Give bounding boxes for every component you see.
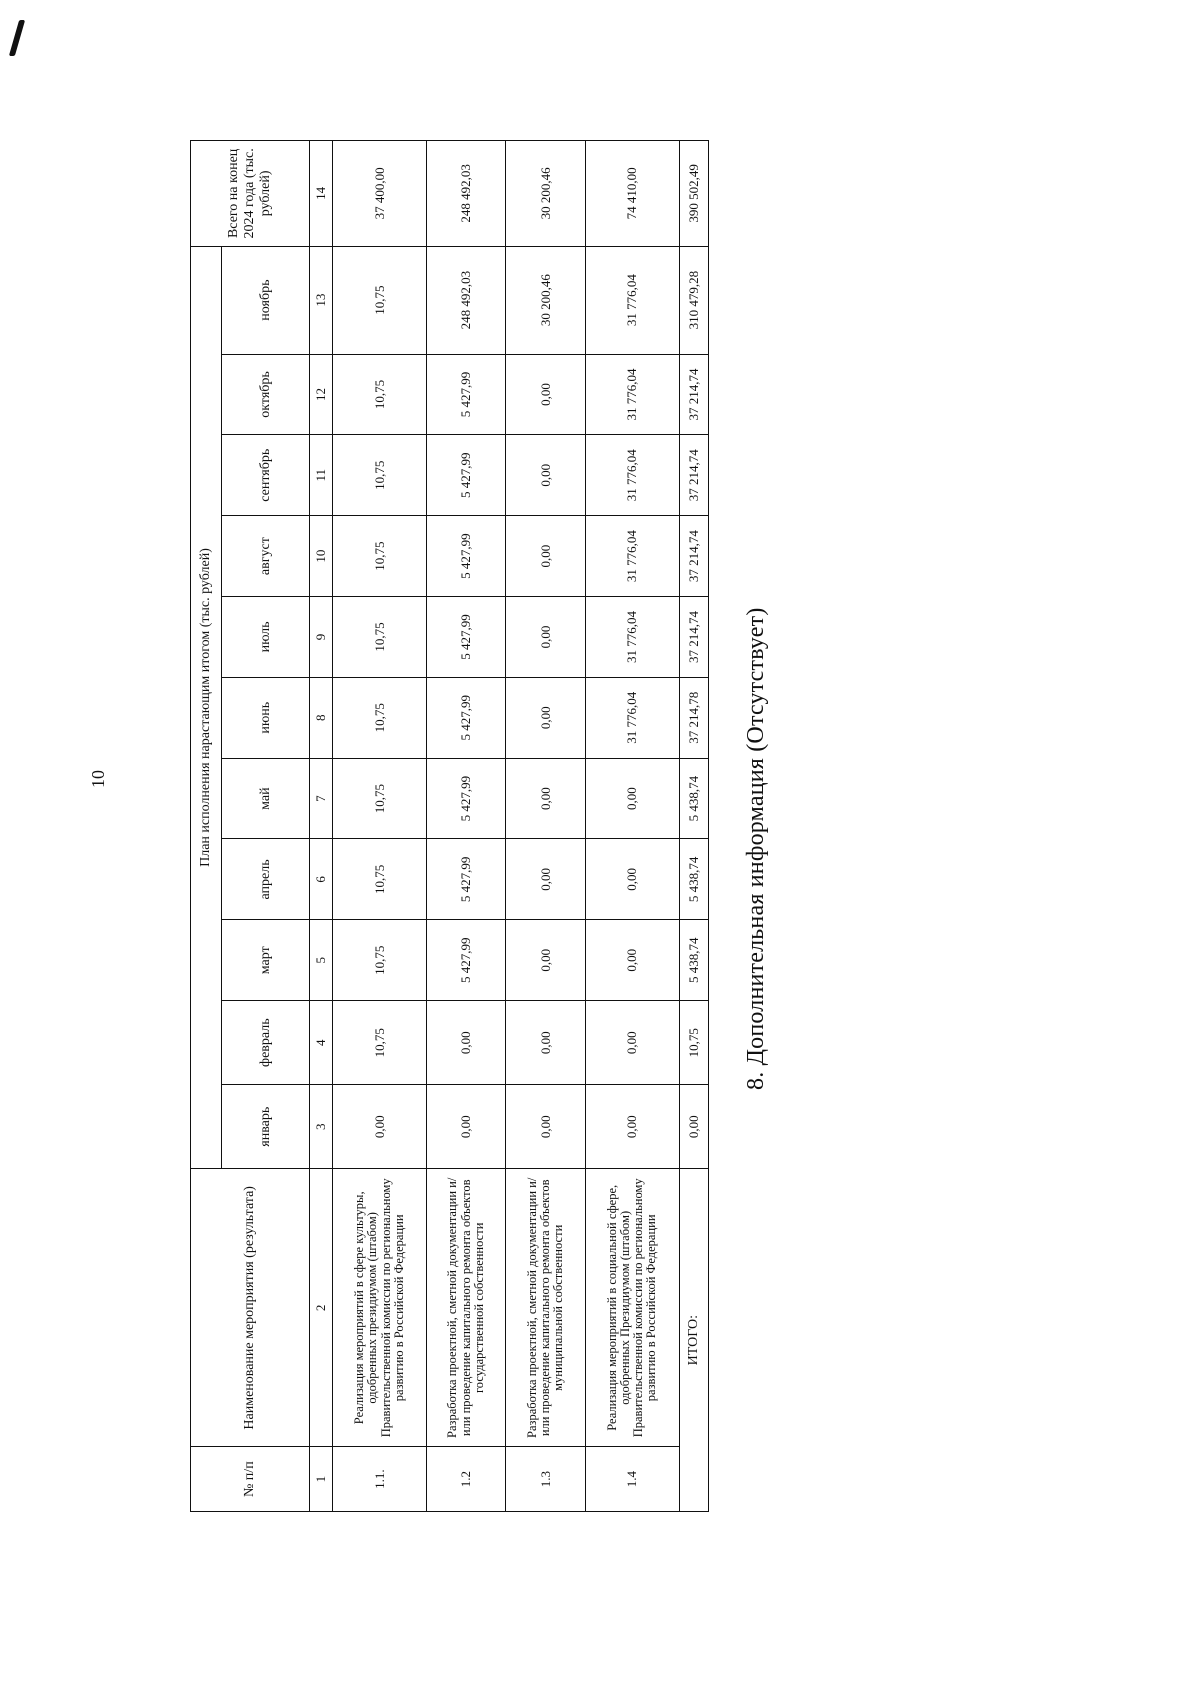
cell-value: 30 200,46	[506, 246, 585, 354]
cell-value: 10,75	[333, 516, 427, 597]
header-total: Всего на конец 2024 года (тыс. рублей)	[191, 141, 310, 247]
header-month: октябрь	[222, 354, 310, 435]
cell-value: 0,00	[506, 597, 585, 678]
header-month: ноябрь	[222, 246, 310, 354]
column-number: 7	[310, 758, 333, 839]
cell-value: 5 427,99	[427, 354, 506, 435]
cell-value: 0,00	[585, 1001, 679, 1085]
cell-value: 5 427,99	[427, 597, 506, 678]
column-number: 4	[310, 1001, 333, 1085]
row-total: 30 200,46	[506, 141, 585, 247]
cell-value: 0,00	[333, 1085, 427, 1169]
cell-value: 0,00	[427, 1085, 506, 1169]
total-value: 5 438,74	[679, 839, 708, 920]
total-value: 37 214,78	[679, 677, 708, 758]
cell-value: 31 776,04	[585, 435, 679, 516]
cell-value: 5 427,99	[427, 758, 506, 839]
total-value: 37 214,74	[679, 516, 708, 597]
cell-value: 5 427,99	[427, 920, 506, 1001]
row-no: 1.2	[427, 1447, 506, 1512]
cell-value: 0,00	[506, 758, 585, 839]
cell-value: 31 776,04	[585, 597, 679, 678]
cell-value: 248 492,03	[427, 246, 506, 354]
total-value: 310 479,28	[679, 246, 708, 354]
cell-value: 31 776,04	[585, 354, 679, 435]
cell-value: 10,75	[333, 677, 427, 758]
cell-value: 5 427,99	[427, 839, 506, 920]
row-no: 1.4	[585, 1447, 679, 1512]
cell-value: 31 776,04	[585, 677, 679, 758]
header-month: сентябрь	[222, 435, 310, 516]
total-value: 5 438,74	[679, 920, 708, 1001]
cell-value: 10,75	[333, 1001, 427, 1085]
row-no: 1.1.	[333, 1447, 427, 1512]
column-number: 9	[310, 597, 333, 678]
column-number: 3	[310, 1085, 333, 1169]
header-month: август	[222, 516, 310, 597]
plan-table	[190, 140, 709, 1512]
row-name: Разработка проектной, сметной документации и/или проведение капитального ремонта объектов муниципальной собственности	[506, 1169, 585, 1447]
column-number: 13	[310, 246, 333, 354]
total-value: 0,00	[679, 1085, 708, 1169]
cell-value: 10,75	[333, 435, 427, 516]
cell-value: 5 427,99	[427, 435, 506, 516]
row-name: Реализация мероприятий в социальной сфере, одобренных Президиумом (штабом) Правительственной комиссии по региональному развитию в Российской Федерации	[585, 1169, 679, 1447]
cell-value: 10,75	[333, 920, 427, 1001]
row-no: 1.3	[506, 1447, 585, 1512]
header-month: июль	[222, 597, 310, 678]
section-heading: 8. Дополнительная информация (Отсутствует)	[743, 607, 769, 1090]
cell-value: 5 427,99	[427, 516, 506, 597]
row-total: 248 492,03	[427, 141, 506, 247]
cell-value: 0,00	[506, 920, 585, 1001]
total-value: 10,75	[679, 1001, 708, 1085]
pen-mark	[9, 20, 25, 56]
total-value: 37 214,74	[679, 597, 708, 678]
row-total: 37 400,00	[333, 141, 427, 247]
header-plan-group: План исполнения нарастающим итогом (тыс. рублей)	[191, 246, 222, 1169]
column-number: 12	[310, 354, 333, 435]
cell-value: 10,75	[333, 839, 427, 920]
column-number: 6	[310, 839, 333, 920]
total-value: 37 214,74	[679, 354, 708, 435]
cell-value: 0,00	[427, 1001, 506, 1085]
header-month: март	[222, 920, 310, 1001]
total-label: ИТОГО:	[679, 1169, 708, 1512]
cell-value: 0,00	[506, 354, 585, 435]
cell-value: 10,75	[333, 246, 427, 354]
cell-value: 0,00	[585, 920, 679, 1001]
column-number: 1	[310, 1447, 333, 1512]
cell-value: 0,00	[506, 1085, 585, 1169]
cell-value: 10,75	[333, 354, 427, 435]
cell-value: 31 776,04	[585, 516, 679, 597]
row-name: Реализация мероприятий в сфере культуры, одобренных президиумом (штабом) Правительственной комиссии по региональному развитию в Российской Федерации	[333, 1169, 427, 1447]
column-number: 14	[310, 141, 333, 247]
cell-value: 0,00	[506, 839, 585, 920]
column-number: 11	[310, 435, 333, 516]
cell-value: 0,00	[506, 516, 585, 597]
total-value: 5 438,74	[679, 758, 708, 839]
table-row	[506, 141, 585, 1512]
header-month: апрель	[222, 839, 310, 920]
row-name: Разработка проектной, сметной документации и/или проведение капитального ремонта объектов государственной собственности	[427, 1169, 506, 1447]
cell-value: 10,75	[333, 758, 427, 839]
cell-value: 10,75	[333, 597, 427, 678]
column-number: 8	[310, 677, 333, 758]
column-number: 2	[310, 1169, 333, 1447]
header-month: январь	[222, 1085, 310, 1169]
header-no: № п/п	[191, 1447, 310, 1512]
cell-value: 0,00	[506, 1001, 585, 1085]
header-name: Наименование мероприятия (результата)	[191, 1169, 310, 1447]
cell-value: 0,00	[585, 758, 679, 839]
header-month: май	[222, 758, 310, 839]
page-number: 10	[88, 770, 108, 788]
row-total: 74 410,00	[585, 141, 679, 247]
column-number: 10	[310, 516, 333, 597]
table-row	[585, 141, 679, 1512]
header-month: февраль	[222, 1001, 310, 1085]
cell-value: 31 776,04	[585, 246, 679, 354]
column-number: 5	[310, 920, 333, 1001]
cell-value: 0,00	[585, 839, 679, 920]
plan-table-container	[190, 140, 709, 1512]
cell-value: 0,00	[585, 1085, 679, 1169]
cell-value: 0,00	[506, 435, 585, 516]
total-value: 37 214,74	[679, 435, 708, 516]
total-row	[679, 141, 708, 1512]
cell-value: 0,00	[506, 677, 585, 758]
table-row	[333, 141, 427, 1512]
column-number-row	[310, 141, 333, 1512]
grand-total: 390 502,49	[679, 141, 708, 247]
header-month: июнь	[222, 677, 310, 758]
cell-value: 5 427,99	[427, 677, 506, 758]
table-row	[427, 141, 506, 1512]
